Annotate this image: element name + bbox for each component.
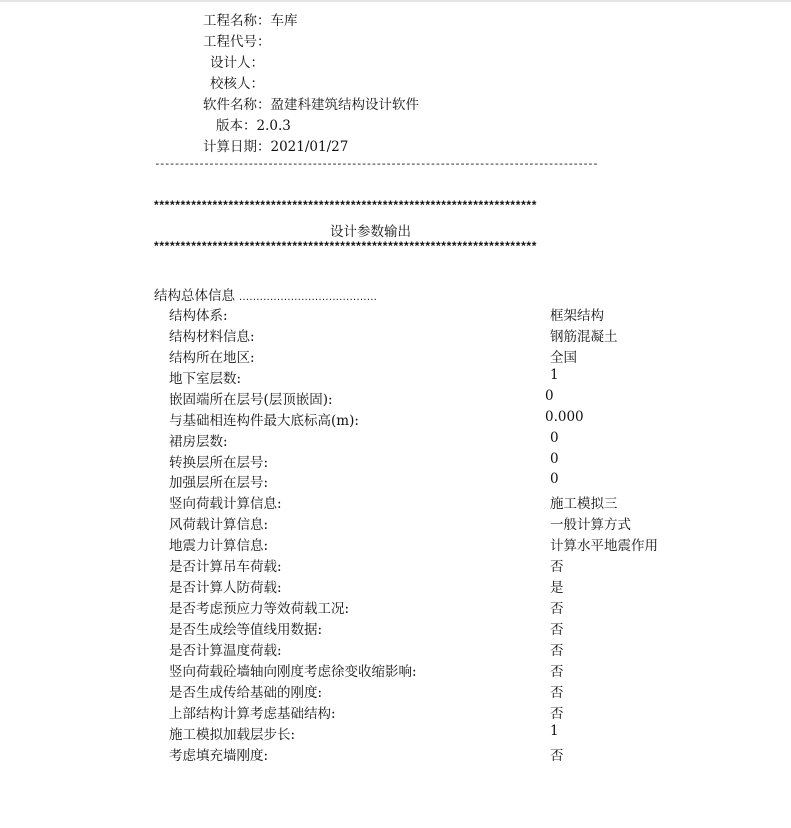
param-value: 全国 xyxy=(550,349,577,366)
param-value: 0 xyxy=(550,450,559,467)
table-row xyxy=(0,744,791,764)
star-separator-top: ************************************************************************ xyxy=(154,198,538,212)
param-label: 结构所在地区: xyxy=(169,349,255,366)
table-row xyxy=(0,639,791,659)
checker: 校核人： xyxy=(210,76,264,92)
software-name: 软件名称：盈建科建筑结构设计软件 xyxy=(203,97,419,113)
table-row xyxy=(0,702,791,722)
param-label: 施工模拟加载层步长: xyxy=(169,726,296,743)
param-value: 框架结构 xyxy=(550,308,604,324)
table-row xyxy=(0,681,791,701)
param-value: 否 xyxy=(550,747,564,764)
table-row xyxy=(0,367,791,387)
param-value: 1 xyxy=(550,366,559,383)
table-row xyxy=(0,492,791,512)
param-label: 结构材料信息: xyxy=(169,328,255,345)
param-value: 否 xyxy=(550,663,564,680)
dash-separator: ------------------------------------------------------------------------------------------ xyxy=(154,157,598,170)
param-label: 地下室层数: xyxy=(169,370,242,387)
calc-date: 计算日期：2021/01/27 xyxy=(203,139,349,155)
table-row xyxy=(0,304,791,324)
param-label: 竖向荷载计算信息: xyxy=(169,496,282,513)
section-title: 结构总体信息 xyxy=(154,288,235,304)
param-label: 风荷载计算信息: xyxy=(169,517,269,534)
section-heading xyxy=(154,284,377,304)
table-row xyxy=(0,346,791,366)
param-label: 上部结构计算考虑基础结构: xyxy=(169,705,336,722)
table-row xyxy=(0,513,791,533)
param-value: 钢筋混凝土 xyxy=(550,328,618,345)
param-label: 是否计算吊车荷载: xyxy=(169,559,282,576)
table-row xyxy=(0,388,791,408)
designer: 设计人： xyxy=(210,55,264,71)
table-row xyxy=(0,597,791,617)
table-row xyxy=(0,660,791,680)
table-row xyxy=(0,409,791,429)
param-value: 否 xyxy=(550,559,564,576)
table-row xyxy=(0,723,791,743)
table-row xyxy=(0,471,791,491)
section-leader-dots: ........................................ xyxy=(239,291,378,303)
param-value: 否 xyxy=(550,601,564,618)
param-value: 0 xyxy=(550,429,559,446)
param-value: 计算水平地震作用 xyxy=(550,538,658,555)
param-label: 是否生成传给基础的刚度: xyxy=(169,684,323,701)
param-label: 是否计算温度荷载: xyxy=(169,642,282,659)
params-title: 设计参数输出 xyxy=(330,224,411,240)
table-row xyxy=(0,555,791,575)
param-value: 否 xyxy=(550,642,564,659)
param-label: 竖向荷载砼墙轴向刚度考虑徐变收缩影响: xyxy=(169,663,417,680)
table-row xyxy=(0,534,791,554)
param-value: 否 xyxy=(550,621,564,638)
table-row xyxy=(0,451,791,471)
project-name: 工程名称：车库 xyxy=(203,13,298,29)
table-row xyxy=(0,430,791,450)
table-row xyxy=(0,576,791,596)
param-value: 0 xyxy=(545,387,554,404)
param-value: 施工模拟三 xyxy=(550,496,618,513)
param-value: 是 xyxy=(550,580,564,597)
param-label: 是否计算人防荷载: xyxy=(169,580,282,597)
param-label: 地震力计算信息: xyxy=(169,538,269,555)
project-code: 工程代号： xyxy=(203,34,271,50)
param-value: 1 xyxy=(550,722,559,739)
param-label: 结构体系: xyxy=(169,308,228,324)
software-version: 版本：2.0.3 xyxy=(216,118,291,134)
table-row xyxy=(0,618,791,638)
param-label: 加强层所在层号: xyxy=(169,475,269,492)
param-label: 转换层所在层号: xyxy=(169,454,269,471)
param-label: 是否考虑预应力等效荷载工况: xyxy=(169,601,350,618)
param-value: 否 xyxy=(550,705,564,722)
top-border xyxy=(0,0,791,2)
star-separator-bottom: ************************************************************************ xyxy=(154,239,538,253)
param-label: 与基础相连构件最大底标高(m): xyxy=(169,412,359,429)
param-value: 否 xyxy=(550,684,564,701)
param-label: 裙房层数: xyxy=(169,433,228,450)
param-label: 是否生成绘等值线用数据: xyxy=(169,621,323,638)
param-value: 0.000 xyxy=(545,408,584,425)
param-value: 一般计算方式 xyxy=(550,517,631,534)
param-value: 0 xyxy=(550,471,559,488)
param-label: 嵌固端所在层号(层顶嵌固): xyxy=(169,391,333,408)
table-row xyxy=(0,325,791,345)
param-label: 考虑填充墙刚度: xyxy=(169,747,269,764)
